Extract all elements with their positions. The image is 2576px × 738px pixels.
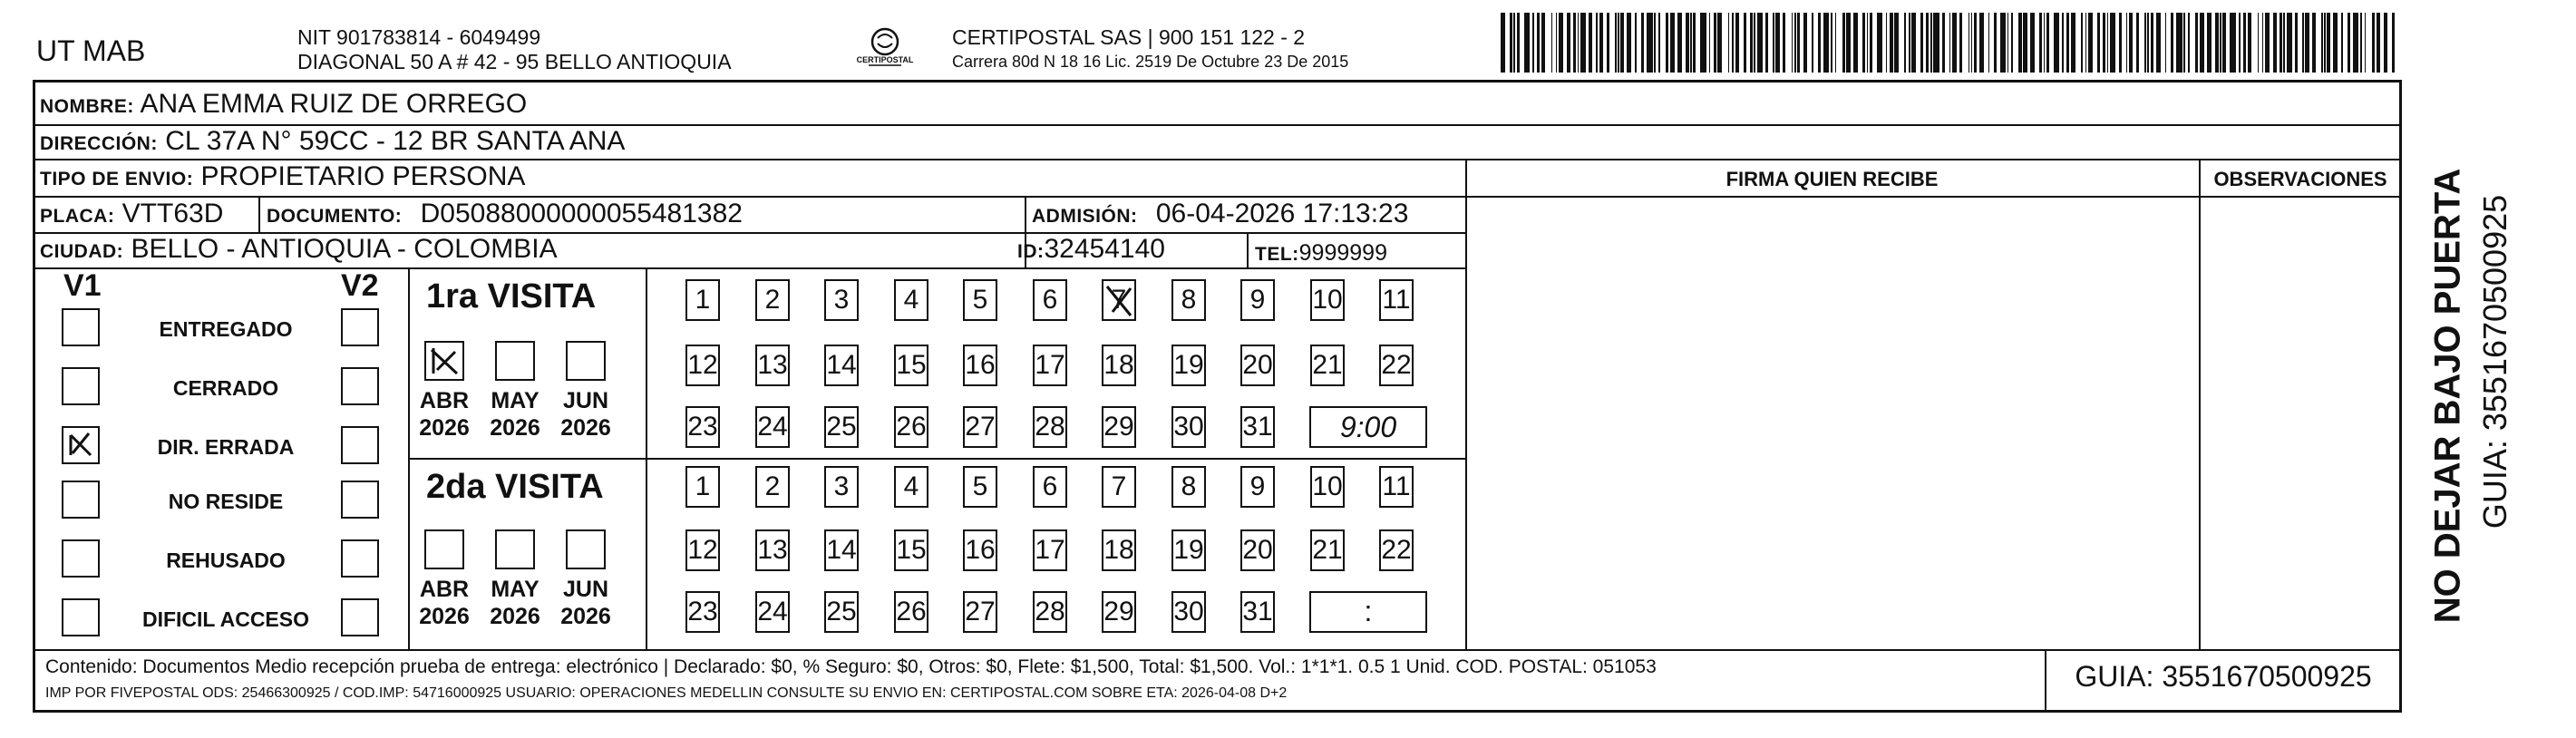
- first-visit-day[interactable]: 9: [1240, 279, 1275, 321]
- first-visit-day[interactable]: 10: [1310, 279, 1345, 321]
- id-label: ID:: [1017, 241, 1045, 262]
- second-visit-time[interactable]: :: [1309, 591, 1427, 633]
- admission-label: ADMISIÓN:: [1032, 206, 1138, 227]
- v2-checkbox[interactable]: [341, 539, 379, 578]
- second-visit-day[interactable]: 1: [685, 466, 720, 508]
- logo-icon: [860, 24, 910, 74]
- first-visit-day[interactable]: 26: [894, 406, 928, 448]
- document-row: [267, 199, 743, 232]
- provider-name: CERTIPOSTAL SAS | 900 151 122 - 2: [952, 25, 1306, 49]
- second-visit-day[interactable]: 30: [1171, 591, 1206, 633]
- second-visit-day[interactable]: 6: [1033, 466, 1067, 508]
- year-label: 2026: [419, 415, 470, 441]
- city-row: [40, 234, 558, 267]
- second-visit-day[interactable]: 26: [894, 591, 928, 633]
- month-label: ABR: [419, 577, 470, 602]
- first-visit-day[interactable]: 13: [755, 345, 790, 386]
- v2-label: V2: [341, 268, 379, 303]
- v1-checkbox[interactable]: [62, 367, 100, 405]
- first-visit-day[interactable]: 1: [685, 279, 720, 321]
- first-visit-day[interactable]: 2: [755, 279, 790, 321]
- month-label: ABR: [419, 388, 470, 413]
- second-visit-title: 2da VISITA: [426, 468, 604, 506]
- checkmark-icon: [426, 343, 462, 379]
- year-label: 2026: [419, 604, 470, 629]
- city-value: BELLO - ANTIOQUIA - COLOMBIA: [131, 234, 558, 264]
- name-label: NOMBRE:: [40, 96, 134, 117]
- first-visit-day[interactable]: 24: [755, 406, 790, 448]
- v2-checkbox[interactable]: [341, 426, 379, 464]
- tel-value: 9999999: [1298, 240, 1387, 266]
- first-visit-day[interactable]: 11: [1379, 279, 1414, 321]
- plate-row: [40, 199, 223, 232]
- id-row: [1017, 234, 1165, 267]
- first-visit-day[interactable]: 7: [1102, 279, 1136, 321]
- first-visit-day[interactable]: 20: [1240, 345, 1275, 386]
- second-visit-day[interactable]: 19: [1171, 529, 1206, 571]
- status-label: NO RESIDE: [168, 490, 284, 513]
- first-visit-time[interactable]: 9:00: [1309, 406, 1427, 448]
- second-visit-day[interactable]: 20: [1240, 529, 1275, 571]
- tel-row: [1255, 238, 1387, 270]
- shipping-type-label: TIPO DE ENVIO:: [40, 169, 194, 189]
- logo-text: CERTIPOSTAL: [856, 55, 914, 64]
- second-visit-day[interactable]: 11: [1379, 466, 1414, 508]
- year-label: 2026: [490, 415, 540, 441]
- status-label: DIR. ERRADA: [157, 435, 295, 459]
- status-label: REHUSADO: [166, 549, 286, 572]
- footer-imp-line: IMP POR FIVEPOSTAL ODS: 25466300925 / COD.IMP: 54716000925 USUARIO: OPERACIONES MEDELLIN CONSULTE SU ENVIO EN: CERTIPOSTAL.COM SOBRE ETA: 2026-04-08 D+2: [45, 685, 1288, 701]
- month-checkbox[interactable]: [424, 341, 464, 381]
- second-visit-day[interactable]: 22: [1379, 529, 1414, 571]
- status-label: ENTREGADO: [159, 317, 293, 341]
- first-visit-day[interactable]: 22: [1379, 345, 1414, 386]
- first-visit-day[interactable]: 25: [824, 406, 859, 448]
- shipping-type-row: [40, 161, 525, 195]
- company-nit: NIT 901783814 - 6049499: [297, 25, 541, 49]
- month-label: JUN: [562, 577, 608, 602]
- first-visit-day[interactable]: 5: [963, 279, 997, 321]
- second-visit-day[interactable]: 7: [1102, 466, 1136, 508]
- second-visit-day[interactable]: 24: [755, 591, 790, 633]
- first-visit-title: 1ra VISITA: [426, 277, 597, 316]
- v1-checkbox[interactable]: [62, 308, 100, 346]
- first-visit-day[interactable]: 15: [894, 345, 928, 386]
- second-visit-day[interactable]: 17: [1033, 529, 1067, 571]
- first-visit-day[interactable]: 3: [824, 279, 859, 321]
- first-visit-day[interactable]: 12: [685, 345, 720, 386]
- company-address: DIAGONAL 50 A # 42 - 95 BELLO ANTIOQUIA: [297, 50, 732, 73]
- plate-label: PLACA:: [40, 206, 115, 227]
- month-label: MAY: [491, 388, 540, 413]
- first-visit-day[interactable]: 27: [963, 406, 997, 448]
- plate-value: VTT63D: [122, 199, 224, 228]
- first-visit-day[interactable]: 17: [1033, 345, 1067, 386]
- second-visit-day[interactable]: 3: [824, 466, 859, 508]
- v2-checkbox[interactable]: [341, 598, 379, 636]
- second-visit-day[interactable]: 29: [1102, 591, 1136, 633]
- first-visit-day[interactable]: 19: [1171, 345, 1206, 386]
- barcode: [1501, 13, 2407, 73]
- shipping-type: PROPIETARIO PERSONA: [200, 161, 526, 191]
- v1-label: V1: [63, 268, 102, 303]
- second-visit-day[interactable]: 13: [755, 529, 790, 571]
- month-label: MAY: [491, 577, 540, 602]
- second-visit-day[interactable]: 12: [685, 529, 720, 571]
- company-name: UT MAB: [36, 34, 146, 67]
- recipient-name-row: [40, 89, 527, 122]
- document-value: D05088000000055481382: [420, 199, 743, 228]
- second-visit-day[interactable]: 23: [685, 591, 720, 633]
- first-visit-day[interactable]: 14: [824, 345, 859, 386]
- month-checkbox[interactable]: [495, 529, 535, 569]
- second-visit-day[interactable]: 10: [1310, 466, 1345, 508]
- v1-checkbox[interactable]: [62, 426, 100, 464]
- second-visit-day[interactable]: 2: [755, 466, 790, 508]
- recipient-name: ANA EMMA RUIZ DE ORREGO: [140, 89, 528, 119]
- month-checkbox[interactable]: [495, 341, 535, 381]
- month-checkbox[interactable]: [566, 529, 606, 569]
- footer-contents: Contenido: Documentos Medio recepción prueba de entrega: electrónico | Declarado: $0, % Seguro: $0, Otros: $0, Flete: $1,500, Total: $1,500. Vol.: 1*1*1. 0.5 1 Unid. COD. POSTAL: 051053: [45, 656, 1657, 677]
- first-visit-day[interactable]: 4: [894, 279, 928, 321]
- provider-address: Carrera 80d N 18 16 Lic. 2519 De Octubre 23 De 2015: [952, 53, 1349, 71]
- address-label: DIRECCIÓN:: [40, 133, 158, 154]
- city-label: CIUDAD:: [40, 241, 124, 262]
- v1-checkbox[interactable]: [62, 539, 100, 578]
- id-value: 32454140: [1044, 234, 1165, 264]
- side-guia: GUIA: 3551670500925: [2476, 194, 2513, 529]
- month-checkbox[interactable]: [424, 529, 464, 569]
- v2-checkbox[interactable]: [341, 367, 379, 405]
- status-label: CERRADO: [172, 376, 279, 400]
- second-visit-day[interactable]: 18: [1102, 529, 1136, 571]
- second-visit-day[interactable]: 25: [824, 591, 859, 633]
- first-visit-day[interactable]: 23: [685, 406, 720, 448]
- certipostal-logo: [856, 24, 914, 74]
- admission-row: [1032, 199, 1408, 232]
- second-visit-day[interactable]: 15: [894, 529, 928, 571]
- side-warning: NO DEJAR BAJO PUERTA: [2427, 168, 2468, 624]
- tel-label: TEL:: [1255, 244, 1299, 265]
- checkmark-icon: [63, 428, 98, 462]
- month-label: JUN: [562, 388, 608, 413]
- observations-column-header: OBSERVACIONES: [2213, 168, 2387, 190]
- year-label: 2026: [560, 604, 611, 629]
- second-visit-day[interactable]: 28: [1033, 591, 1067, 633]
- first-visit-day[interactable]: 16: [963, 345, 997, 386]
- recipient-address: CL 37A N° 59CC - 12 BR SANTA ANA: [165, 126, 626, 156]
- v1-checkbox[interactable]: [62, 598, 100, 636]
- v2-checkbox[interactable]: [341, 308, 379, 346]
- status-label: DIFICIL ACCESO: [141, 607, 309, 631]
- first-visit-day[interactable]: 29: [1102, 406, 1136, 448]
- second-visit-day[interactable]: 9: [1240, 466, 1275, 508]
- v1-checkbox[interactable]: [62, 481, 100, 519]
- first-visit-day[interactable]: 8: [1171, 279, 1206, 321]
- second-visit-day[interactable]: 8: [1171, 466, 1206, 508]
- first-visit-day[interactable]: 6: [1033, 279, 1067, 321]
- second-visit-day[interactable]: 14: [824, 529, 859, 571]
- footer-guia-number: GUIA: 3551670500925: [2075, 660, 2372, 693]
- second-visit-day[interactable]: 16: [963, 529, 997, 571]
- first-visit-day[interactable]: 31: [1240, 406, 1275, 448]
- first-visit-day[interactable]: 18: [1102, 345, 1136, 386]
- admission-value: 06-04-2026 17:13:23: [1155, 199, 1409, 228]
- first-visit-day[interactable]: 21: [1310, 345, 1345, 386]
- checkmark-icon: [1103, 281, 1134, 319]
- year-label: 2026: [560, 415, 611, 441]
- first-visit-day[interactable]: 28: [1033, 406, 1067, 448]
- second-visit-day[interactable]: 27: [963, 591, 997, 633]
- second-visit-day[interactable]: 31: [1240, 591, 1275, 633]
- second-visit-day[interactable]: 4: [894, 466, 928, 508]
- month-checkbox[interactable]: [566, 341, 606, 381]
- signature-column-header: FIRMA QUIEN RECIBE: [1725, 168, 1939, 190]
- first-visit-day[interactable]: 30: [1171, 406, 1206, 448]
- year-label: 2026: [490, 604, 540, 629]
- v2-checkbox[interactable]: [341, 481, 379, 519]
- recipient-address-row: [40, 126, 625, 160]
- second-visit-day[interactable]: 21: [1310, 529, 1345, 571]
- second-visit-day[interactable]: 5: [963, 466, 997, 508]
- document-label: DOCUMENTO:: [267, 206, 403, 227]
